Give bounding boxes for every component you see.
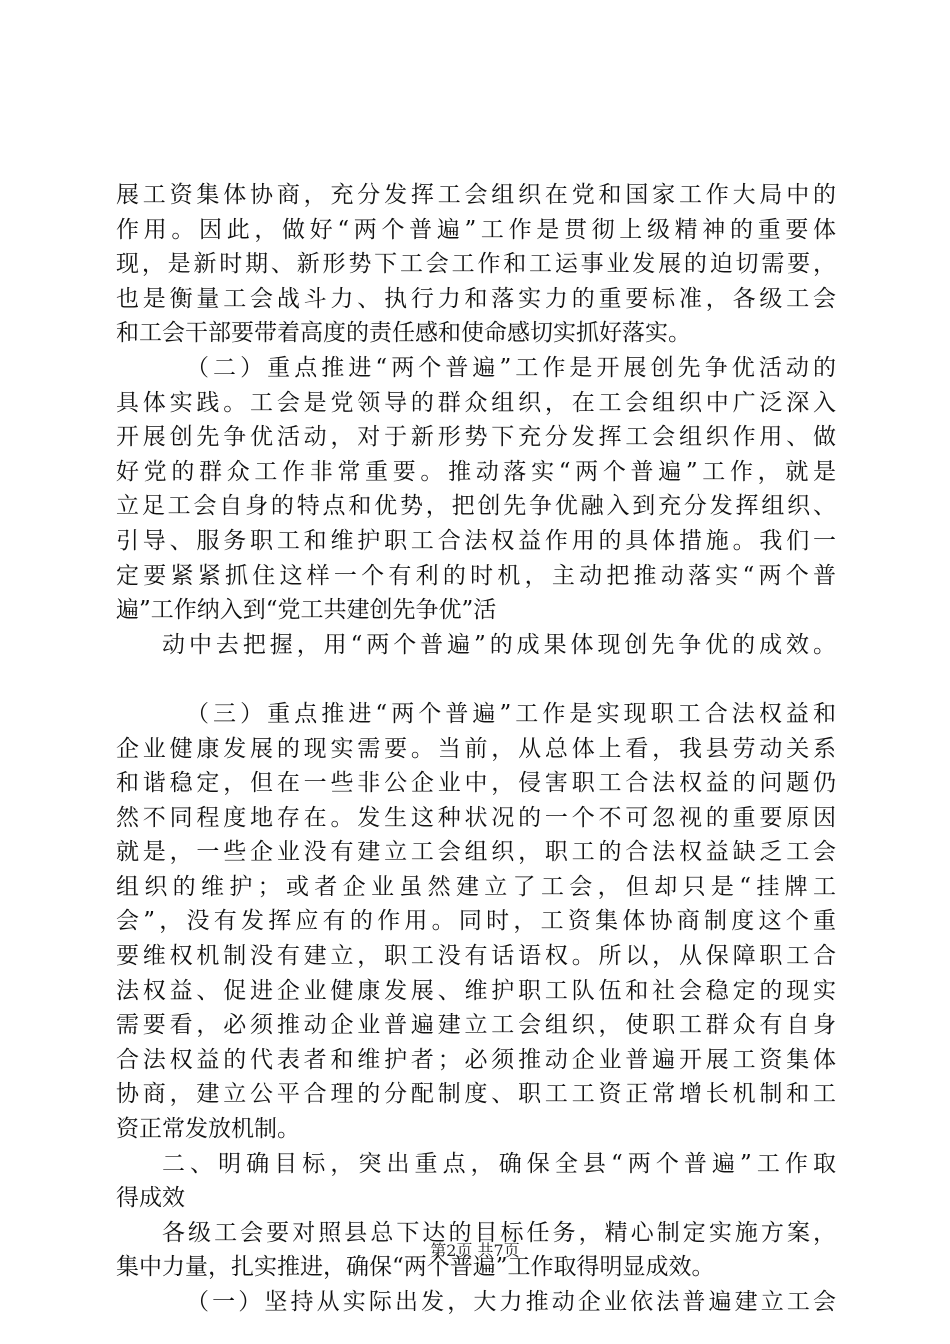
text-line: 和工会干部要带着高度的责任感和使命感切实抓好落实。 [116,320,691,347]
paragraph-start-line: （一）坚持从实际出发，大力推动企业依法普遍建立工会 [186,1289,836,1315]
text-line: 也是衡量工会战斗力、执行力和落实力的重要标准，各级工会 [116,285,836,312]
text-line: 遍”工作纳入到“党工共建创先争优”活 [116,597,497,624]
text-line: 要维权机制没有建立，职工没有话语权。所以，从保障职工合 [116,943,836,970]
text-line: 好党的群众工作非常重要。推动落实“两个普遍”工作，就是 [116,458,836,485]
text-line: 和谐稳定，但在一些非公企业中，侵害职工合法权益的问题仍 [116,770,836,797]
text-line: 组织的维护；或者企业虽然建立了工会，但却只是“挂牌工 [116,873,836,900]
text-line: 然不同程度地存在。发生这种状况的一个不可忽视的重要原因 [116,804,836,831]
text-line: 需要看，必须推动企业普遍建立工会组织，使职工群众有自身 [116,1012,836,1039]
text-line: 集中力量，扎实推进，确保“两个普遍”工作取得明显成效。 [116,1254,715,1281]
paragraph-start-line: （二）重点推进“两个普遍”工作是开展创先争优活动的 [186,354,836,381]
text-line: 引导、服务职工和维护职工合法权益作用的具体措施。我们一 [116,527,836,554]
text-line: 定要紧紧抓住这样一个有利的时机，主动把推动落实“两个普 [116,562,836,589]
paragraph-start-line: （三）重点推进“两个普遍”工作是实现职工合法权益和 [186,700,836,727]
text-line: 会”，没有发挥应有的作用。同时，工资集体协商制度这个重 [116,908,836,935]
text-line: 法权益、促进企业健康发展、维护职工队伍和社会稳定的现实 [116,977,836,1004]
text-line: 开展创先争优活动，对于新形势下充分发挥工会组织作用、做 [116,424,836,451]
section-heading-line: 得成效 [116,1185,185,1212]
text-line: 合法权益的代表者和维护者；必须推动企业普遍开展工资集体 [116,1046,836,1073]
text-line: 企业健康发展的现实需要。当前，从总体上看，我县劳动关系 [116,735,836,762]
text-line: 作用。因此，做好“两个普遍”工作是贯彻上级精神的重要体 [116,216,836,243]
paragraph-start-line: 各级工会要对照县总下达的目标任务，精心制定实施方案， [162,1219,836,1246]
page-number-footer: 第2页 共7页 [430,1241,520,1260]
text-line: 立足工会自身的特点和优势，把创先争优融入到充分发挥组织、 [116,493,836,520]
text-line: 资正常发放机制。 [116,1116,300,1143]
text-line: 协商，建立公平合理的分配制度、职工工资正常增长机制和工 [116,1081,836,1108]
text-line: 动中去把握，用“两个普遍”的成果体现创先争优的成效。 [162,631,836,658]
text-line: 展工资集体协商，充分发挥工会组织在党和国家工作大局中的 [116,182,836,208]
paragraph-gap [116,662,836,697]
text-line: 具体实践。工会是党领导的群众组织，在工会组织中广泛深入 [116,389,836,416]
text-line: 就是，一些企业没有建立工会组织，职工的合法权益缺乏工会 [116,839,836,866]
text-line: 现，是新时期、新形势下工会工作和工运事业发展的迫切需要， [116,251,836,278]
section-heading-line: 二、明确目标，突出重点，确保全县“两个普遍”工作取 [162,1150,836,1177]
document-body [116,178,836,1320]
